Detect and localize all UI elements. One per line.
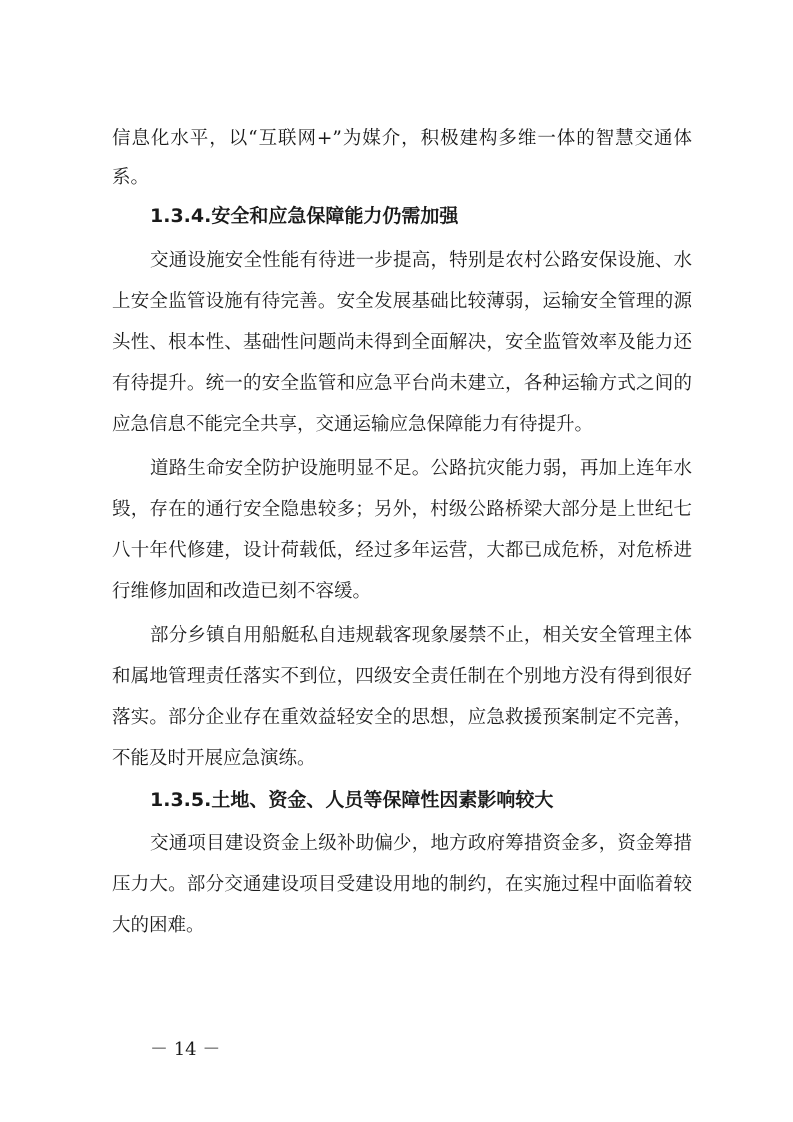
- text-line: 落实。部分企业存在重效益轻安全的思想，应急救援预案制定不完善，: [112, 707, 692, 728]
- text-line: 道路生命安全防护设施明显不足。公路抗灾能力弱，再加上连年水: [150, 458, 692, 479]
- text-line: 有待提升。统一的安全监管和应急平台尚未建立，各种运输方式之间的: [112, 373, 692, 394]
- text-line: 信息化水平，以“互联网+”为媒介，积极建构多维一体的智慧交通体: [112, 128, 692, 149]
- text-line: 上安全监管设施有待完善。安全发展基础比较薄弱，运输安全管理的源: [112, 291, 692, 312]
- text-line: 毁，存在的通行安全隐患较多；另外，村级公路桥梁大部分是上世纪七: [112, 499, 692, 520]
- section-heading: 1.3.5.土地、资金、人员等保障性因素影响较大: [150, 789, 554, 811]
- text-line: 头性、根本性、基础性问题尚未得到全面解决，安全监管效率及能力还: [112, 332, 692, 353]
- text-line: 系。: [112, 167, 150, 188]
- text-line: 交通设施安全性能有待进一步提高，特别是农村公路安保设施、水: [150, 250, 692, 271]
- text-line: 交通项目建设资金上级补助偏少，地方政府筹措资金多，资金筹措: [150, 833, 692, 854]
- text-line: 大的困难。: [112, 915, 205, 936]
- text-line: 和属地管理责任落实不到位，四级安全责任制在个别地方没有得到很好: [112, 666, 692, 687]
- text-line: 不能及时开展应急演练。: [112, 748, 316, 769]
- text-line: 行维修加固和改造已刻不容缓。: [112, 581, 372, 602]
- text-line: 部分乡镇自用船艇私自违规载客现象屡禁不止，相关安全管理主体: [150, 625, 692, 646]
- page-number: － 14 －: [150, 1039, 221, 1060]
- text-line: 八十年代修建，设计荷载低，经过多年运营，大都已成危桥，对危桥进: [112, 540, 692, 561]
- text-line: 应急信息不能完全共享，交通运输应急保障能力有待提升。: [112, 414, 594, 435]
- text-line: 压力大。部分交通建设项目受建设用地的制约，在实施过程中面临着较: [112, 874, 692, 895]
- section-heading: 1.3.4.安全和应急保障能力仍需加强: [150, 205, 459, 227]
